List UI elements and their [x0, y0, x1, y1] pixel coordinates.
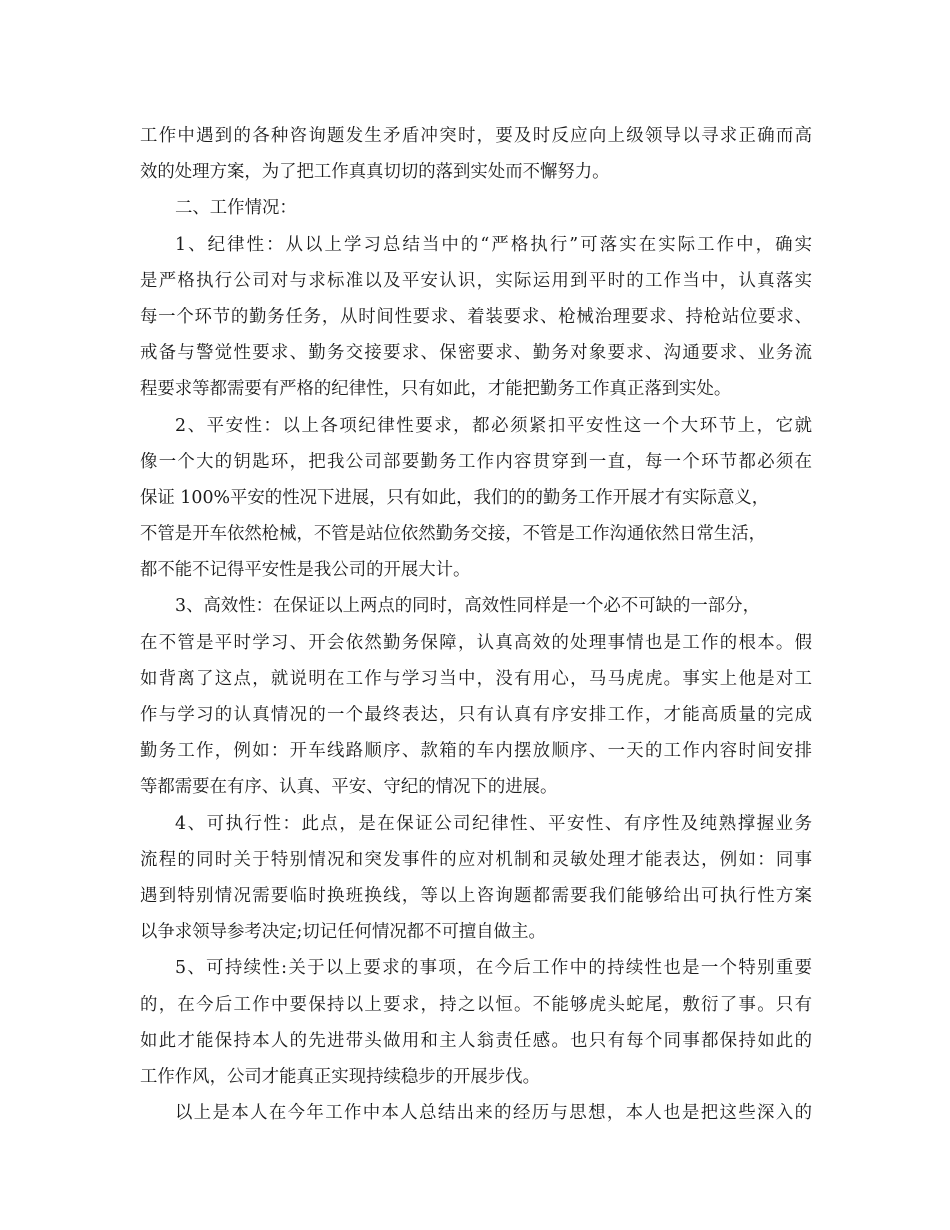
text-line: 的，在今后工作中要保持以上要求，持之以恒。不能够虎头蛇尾，敷衍了事。只有	[140, 994, 812, 1015]
body-text	[140, 118, 812, 1131]
text-line: 4、可执行性：此点，是在保证公司纪律性、平安性、有序性及纯熟撑握业务	[175, 813, 812, 834]
text-line: 1、纪律性：从以上学习总结当中的“严格执行”可落实在实际工作中，确实	[175, 234, 812, 255]
text-line: 都不能不记得平安性是我公司的开展大计。	[140, 560, 471, 581]
text-line: 5、可持续性:关于以上要求的事项，在今后工作中的持续性也是一个特别重要	[175, 958, 812, 979]
text-line: 工作中遇到的各种咨询题发生矛盾冲突时，要及时反应向上级领导以寻求正确而高	[140, 126, 812, 146]
text-line: 2、平安性：以上各项纪律性要求，都必须紧扣平安性这一个大环节上，它就	[175, 415, 812, 436]
text-line: 勤务工作，例如：开车线路顺序、款箱的车内摆放顺序、一天的工作内容时间安排	[140, 741, 812, 762]
text-line: 戒备与警觉性要求、勤务交接要求、保密要求、勤务对象要求、沟通要求、业务流	[140, 343, 812, 364]
text-line: 工作作风，公司才能真正实现持续稳步的开展步伐。	[140, 1066, 540, 1087]
text-line: 效的处理方案，为了把工作真真切切的落到实处而不懈努力。	[140, 162, 610, 183]
text-line: 程要求等都需要有严格的纪律性，只有如此，才能把勤务工作真正落到实处。	[140, 379, 732, 400]
section-heading: 二、工作情况：	[175, 198, 297, 219]
text-line: 在不管是平时学习、开会依然勤务保障，认真高效的处理事情也是工作的根本。假	[140, 632, 812, 653]
text-line: 遇到特别情况需要临时换班换线，等以上咨询题都需要我们能够给出可执行性方案	[140, 885, 812, 906]
text-line: 每一个环节的勤务任务，从时间性要求、着装要求、枪械治理要求、持枪站位要求、	[140, 306, 812, 327]
text-line: 以争求领导参考决定;切记任何情况都不可擅自做主。	[140, 922, 546, 943]
text-line: 像一个大的钥匙环，把我公司部要勤务工作内容贯穿到一直，每一个环节都必须在	[140, 451, 812, 472]
text-line: 不管是开车依然枪械，不管是站位依然勤务交接，不管是工作沟通依然日常生活，	[140, 524, 767, 545]
text-line: 如背离了这点，就说明在工作与学习当中，没有用心，马马虎虎。事实上他是对工	[140, 668, 812, 689]
text-line: 作与学习的认真情况的一个最终表达，只有认真有序安排工作，才能高质量的完成	[140, 705, 812, 725]
text-line: 等都需要在有序、认真、平安、守纪的情况下的进展。	[140, 777, 558, 798]
text-line: 以上是本人在今年工作中本人总结出来的经历与思想，本人也是把这些深入的	[175, 1103, 812, 1124]
text-line: 保证 100%平安的性况下进展，只有如此，我们的的勤务工作开展才有实际意义，	[140, 487, 770, 508]
text-line: 3、高效性：在保证以上两点的同时，高效性同样是一个必不可缺的一部分，	[175, 596, 760, 617]
text-line: 流程的同时关于特别情况和突发事件的应对机制和灵敏处理才能表达，例如：同事	[140, 849, 812, 870]
text-line: 是严格执行公司对与求标准以及平安认识，实际运用到平时的工作当中，认真落实	[140, 270, 812, 291]
text-line: 如此才能保持本人的先进带头做用和主人翁责任感。也只有每个同事都保持如此的	[140, 1030, 812, 1051]
